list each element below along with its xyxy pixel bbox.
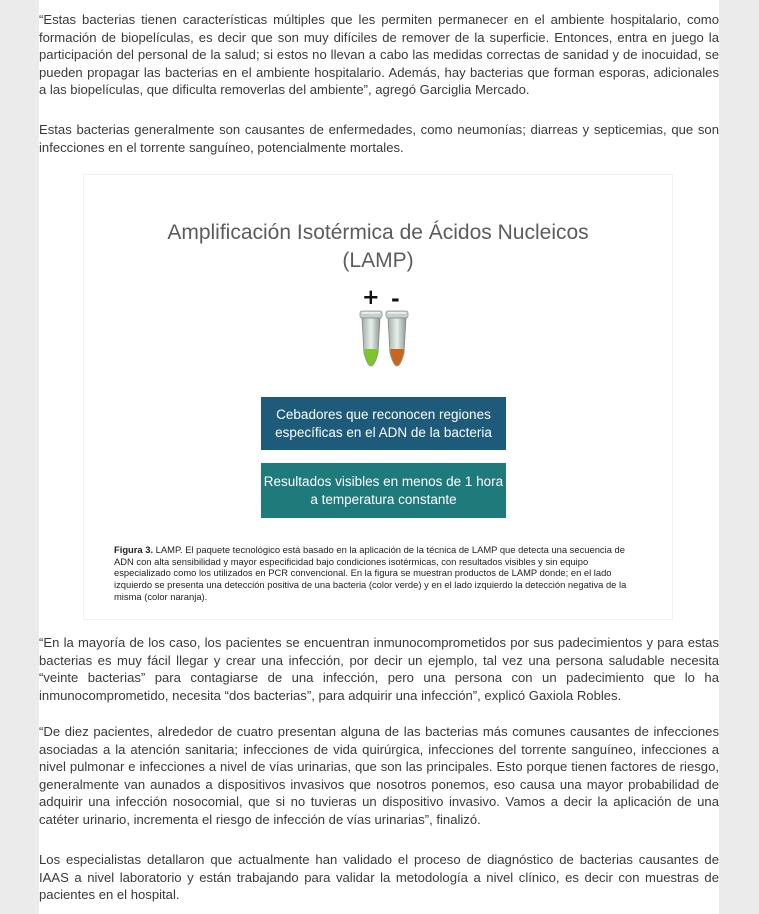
figure-title-line2: (LAMP) (342, 249, 414, 272)
positive-sign: + (362, 285, 380, 309)
caption-label: Figura 3. (114, 544, 154, 555)
results-box: Resultados visibles en menos de 1 hora a temperatura constante (261, 463, 506, 518)
lamp-figure (84, 175, 672, 619)
negative-sign: - (391, 287, 400, 311)
figure-caption (114, 544, 646, 603)
article-paragraph: “En la mayoría de los caso, los pacientes se encuentran inmunocomprometidos por sus padecimientos y para estas bacterias es muy fácil llegar y crear una infección, por decir un ejemplo, tal vez una persona saludable necesita “veinte bacterias” para contagiarse de una infección, pero una persona con un padecimiento que lo ha inmunocomprometido, necesita “dos bacterias”, para adquirir una infección”, explicó Gaxiola Robles. (39, 635, 719, 703)
article-paragraph: “Estas bacterias tienen características múltiples que les permiten permanecer en el ambiente hospitalario, como formación de biopelículas, es decir que son muy difíciles de remover de la superficie. Entonces, entra en juego la participación del personal de la salud; si estos no llevan a cabo las medidas correctas de sanidad y de inocuidad, se pueden propagar las bacterias en el ambiente hospitalario. Además, hay bacterias que forman esporas, adicionales a las biopelículas, que dificulta removerlas del ambiente”, agregó Garciglia Mercado. (39, 12, 719, 98)
negative-tube (386, 311, 408, 366)
figure-title (84, 219, 672, 275)
article-paragraph: Los especialistas detallaron que actualmente han validado el proceso de diagnóstico de bacterias causantes de IAAS a nivel laboratorio y están trabajando para validar la metodología a nivel clínico, es decir con muestras de pacientes en el hospital. (39, 852, 719, 903)
positive-tube (360, 311, 382, 366)
article-content (39, 0, 719, 914)
article-paragraph: “De diez pacientes, alrededor de cuatro presentan alguna de las bacterias más comunes causantes de infecciones asociadas a la atención sanitaria; infecciones de vida quirúrgica, infecciones del torrente sanguíneo, infecciones a nivel pulmonar e infecciones a nivel de vías urinarias, que son las principales. Esto porque tienen factores de riesgo, generalmente van aunados a dispositivos invasivos que nosotros ponemos, eso causa una mayor probabilidad de adquirir una infección nosocomial, que si no tuvieras un dispositivo invasivo. Vamos a decir la aplicación de una catéter urinario, incrementa el riesgo de infección de vías urinarias”, finalizó. (39, 724, 719, 827)
figure-title-line1: Amplificación Isotérmica de Ácidos Nucleicos (167, 221, 589, 244)
article-paragraph: Estas bacterias generalmente son causantes de enfermedades, como neumonías; diarreas y septicemias, que son infecciones en el torrente sanguíneo, potencialmente mortales. (39, 122, 719, 155)
test-tubes-icon (354, 309, 414, 381)
primers-box: Cebadores que reconocen regiones específicas en el ADN de la bacteria (261, 397, 506, 450)
caption-text: LAMP. El paquete tecnológico está basado en la aplicación de la técnica de LAMP que detecta una secuencia de ADN con alta sensibilidad y mayor especificidad bajo condiciones isotérmicas, con resultados visibles y sin equipo especializado como los utilizados en PCR convencional. En la figura se muestran productos de LAMP donde; en el lado izquierdo se presenta una detección positiva de una bacteria (color verde) y en el lado izquierdo la detección negativa de la misma (color naranja). (114, 544, 627, 602)
